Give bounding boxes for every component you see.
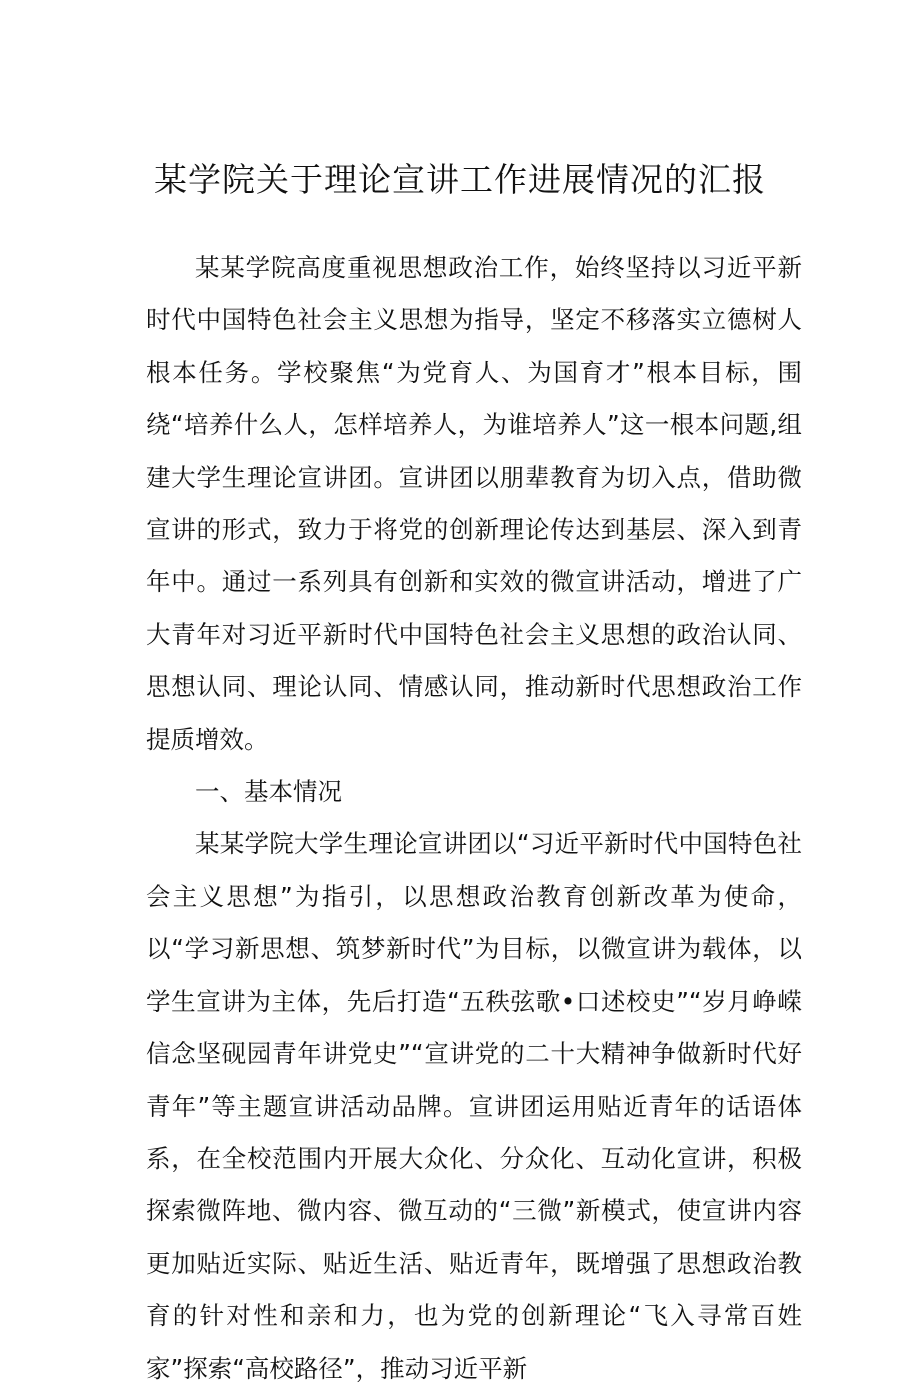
document-body bbox=[146, 242, 802, 1395]
section-heading-basic-situation: 一、基本情况 bbox=[195, 777, 342, 807]
intro-paragraph: 某某学院高度重视思想政治工作，始终坚持以习近平新时代中国特色社会主义思想为指导，坚定不移落实立德树人根本任务。学校聚焦“为党育人、为国育才”根本目标，围绕“培养什么人，怎样培养人，为谁培养人”这一根本问题,组建大学生理论宣讲团。宣讲团以朋辈教育为切入点，借助微宣讲的形式，致力于将党的创新理论传达到基层、深入到青年中。通过一系列具有创新和实效的微宣讲活动，增进了广大青年对习近平新时代中国特色社会主义思想的政治认同、思想认同、理论认同、情感认同，推动新时代思想政治工作提质增效。 bbox=[146, 253, 802, 754]
section-paragraph-basic-situation: 某某学院大学生理论宣讲团以“习近平新时代中国特色社会主义思想”为指引，以思想政治教育创新改革为使命，以“学习新思想、筑梦新时代”为目标，以微宣讲为载体，以学生宣讲为主体，先后打造“五秩弦歌•口述校史”“岁月峥嵘信念坚砚园青年讲党史”“宣讲党的二十大精神争做新时代好青年”等主题宣讲活动品牌。宣讲团运用贴近青年的话语体系，在全校范围内开展大众化、分众化、互动化宣讲，积极探索微阵地、微内容、微互动的“三微”新模式，使宣讲内容更加贴近实际、贴近生活、贴近青年，既增强了思想政治教育的针对性和亲和力，也为党的创新理论“飞入寻常百姓家”探索“高校路径”，推动习近平新 bbox=[146, 829, 802, 1383]
document-title: 某学院关于理论宣讲工作进展情况的汇报 bbox=[154, 160, 766, 199]
